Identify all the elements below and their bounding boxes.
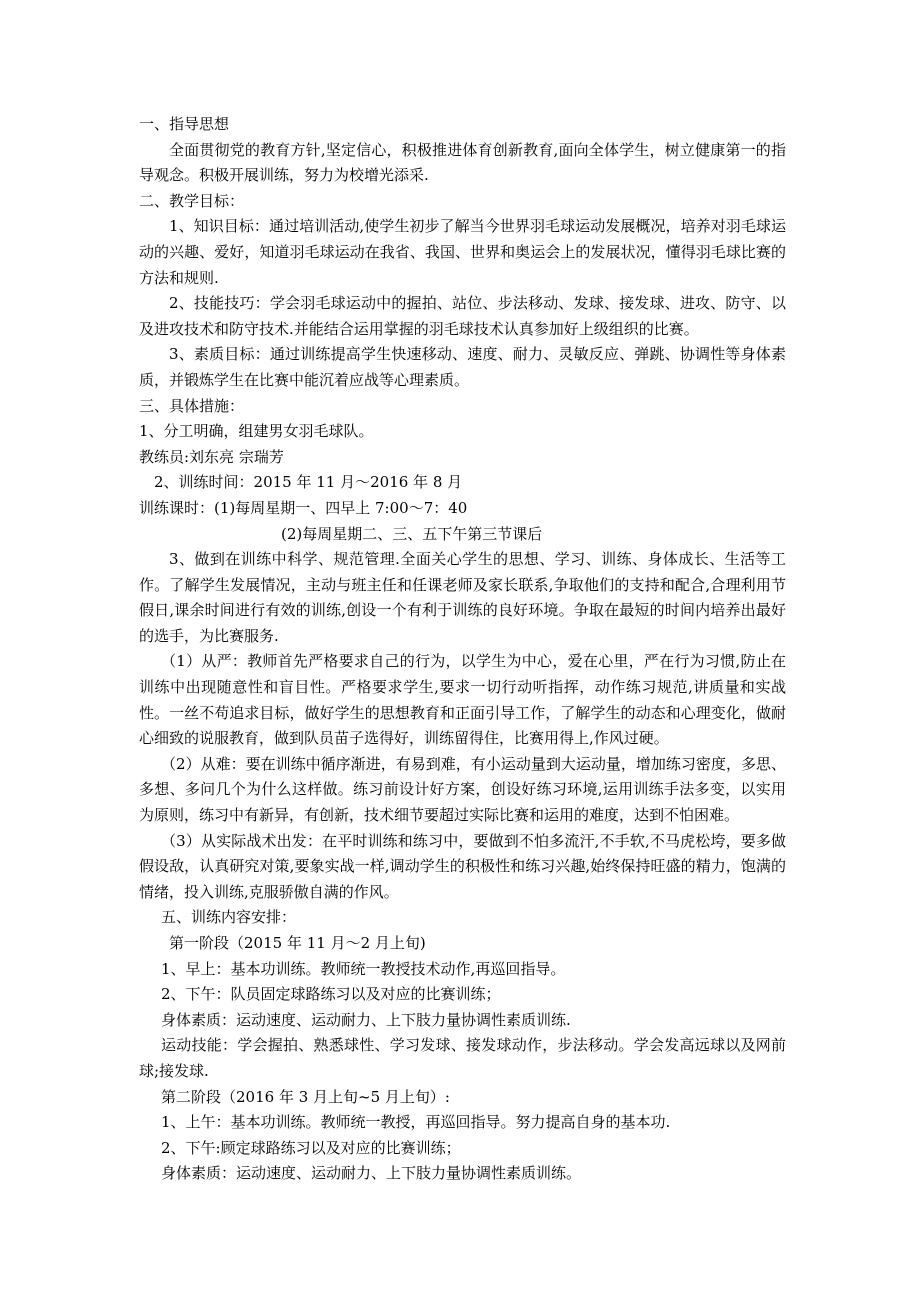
paragraph-difficulty: （2）从难：要在训练中循序渐进，有易到难，有小运动量到大运动量，增加练习密度，多思、多想、多问几个为什么这样做。练习前设计好方案，创设好练习环境,运用训练手法多变，以实用为原则，练习中有新异，有创新，技术细节要超过实际比赛和运用的难度，达到不怕困难。 [139,754,786,825]
phase-1-item-morning: 1、早上：基本功训练。教师统一教授技术动作,再巡回指导。 [161,959,566,978]
phase-2-item-afternoon: 2、下午:顾定球路练习以及对应的比赛训练； [161,1138,461,1157]
phase-1-fitness: 身体素质：运动速度、运动耐力、上下肢力量协调性素质训练. [161,1010,571,1029]
list-item-training-period: 2、训练时间：2015 年 11 月～2016 年 8 月 [154,473,463,492]
section-heading-measures: 三、具体措施： [139,396,245,415]
section-heading-teaching-goals: 二、教学目标： [139,191,245,210]
phase-1-title: 第一阶段（2015 年 11 月～2 月上旬) [169,934,426,952]
text-schedule-line-1: 训练课时：(1)每周星期一、四早上 7:00～7：40 [139,498,468,517]
paragraph-skill-goal: 2、技能技巧：学会羽毛球运动中的握拍、站位、步法移动、发球、接发球、进攻、防守、以及进攻技术和防守技术.并能结合运用掌握的羽毛球技术认真参加好上级组织的比赛。 [139,294,786,338]
text-coaches: 教练员:刘东亮 宗瑞芳 [139,447,284,466]
phase-2-title: 第二阶段（2016 年 3 月上旬~5 月上旬）: [161,1087,450,1106]
paragraph-strictness: （1）从严：教师首先严格要求自己的行为，以学生为中心，爱在心里，严在行为习惯,防止在训练中出现随意性和盲目性。严格要求学生,要求一切行动听指挥，动作练习规范,讲质量和实战性。一丝不苟追求目标，做好学生的思想教育和正面引导工作，了解学生的动态和心理变化，做耐心细致的说服教育，做到队员苗子选得好，训练留得住，比赛用得上,作风过硬。 [139,652,786,748]
section-heading-training-content: 五、训练内容安排： [161,908,297,927]
paragraph-quality-goal: 3、素质目标：通过训练提高学生快速移动、速度、耐力、灵敏反应、弹跳、协调性等身体素质，并锻炼学生在比赛中能沉着应战等心理素质。 [139,345,786,389]
paragraph-knowledge-goal: 1、知识目标：通过培训活动,使学生初步了解当今世界羽毛球运动发展概况，培养对羽毛球运动的兴趣、爱好，知道羽毛球运动在我省、我国、世界和奥运会上的发展状况，懂得羽毛球比赛的方法和规则. [139,217,786,287]
list-item-division-of-labor: 1、分工明确，组建男女羽毛球队。 [139,422,374,441]
phase-1-item-afternoon: 2、下午：队员固定球路练习以及对应的比赛训练； [161,985,501,1004]
phase-2-item-morning: 1、上午：基本功训练。教师统一教授，再巡回指导。努力提高自身的基本功. [161,1113,671,1132]
phase-2-fitness: 身体素质：运动速度、运动耐力、上下肢力量协调性素质训练。 [161,1164,582,1183]
paragraph-scientific-management: 3、做到在训练中科学、规范管理.全面关心学生的思想、学习、训练、身体成长、生活等工作。了解学生发展情况，主动与班主任和任课老师及家长联系,争取他们的支持和配合,合理利用节假日,课余时间进行有效的训练,创设一个有利于训练的良好环境。争取在最短的时间内培养出最好的选手，为比赛服务. [139,550,786,645]
paragraph-guiding-thought: 全面贯彻党的教育方针,坚定信心，积极推进体育创新教育,面向全体学生，树立健康第一的指导观念。积极开展训练，努力为校增光添采. [139,140,786,185]
section-heading-guiding-thought: 一、指导思想 [139,115,230,133]
text-schedule-line-2: (2)每周星期二、三、五下午第三节课后 [281,524,543,543]
document-page [139,112,786,1187]
phase-1-skills: 运动技能：学会握拍、熟悉球性、学习发球、接发球动作，步法移动。学会发高远球以及网前球;接发球. [139,1036,786,1080]
paragraph-practical-tactics: （3）从实际战术出发：在平时训练和练习中，要做到不怕多流汗,不手软,不马虎松垮，要多做假设敌，认真研究对策,要象实战一样,调动学生的积极性和练习兴趣,始终保持旺盛的精力，饱满的情绪，投入训练,克服骄傲自满的作风。 [139,831,786,901]
